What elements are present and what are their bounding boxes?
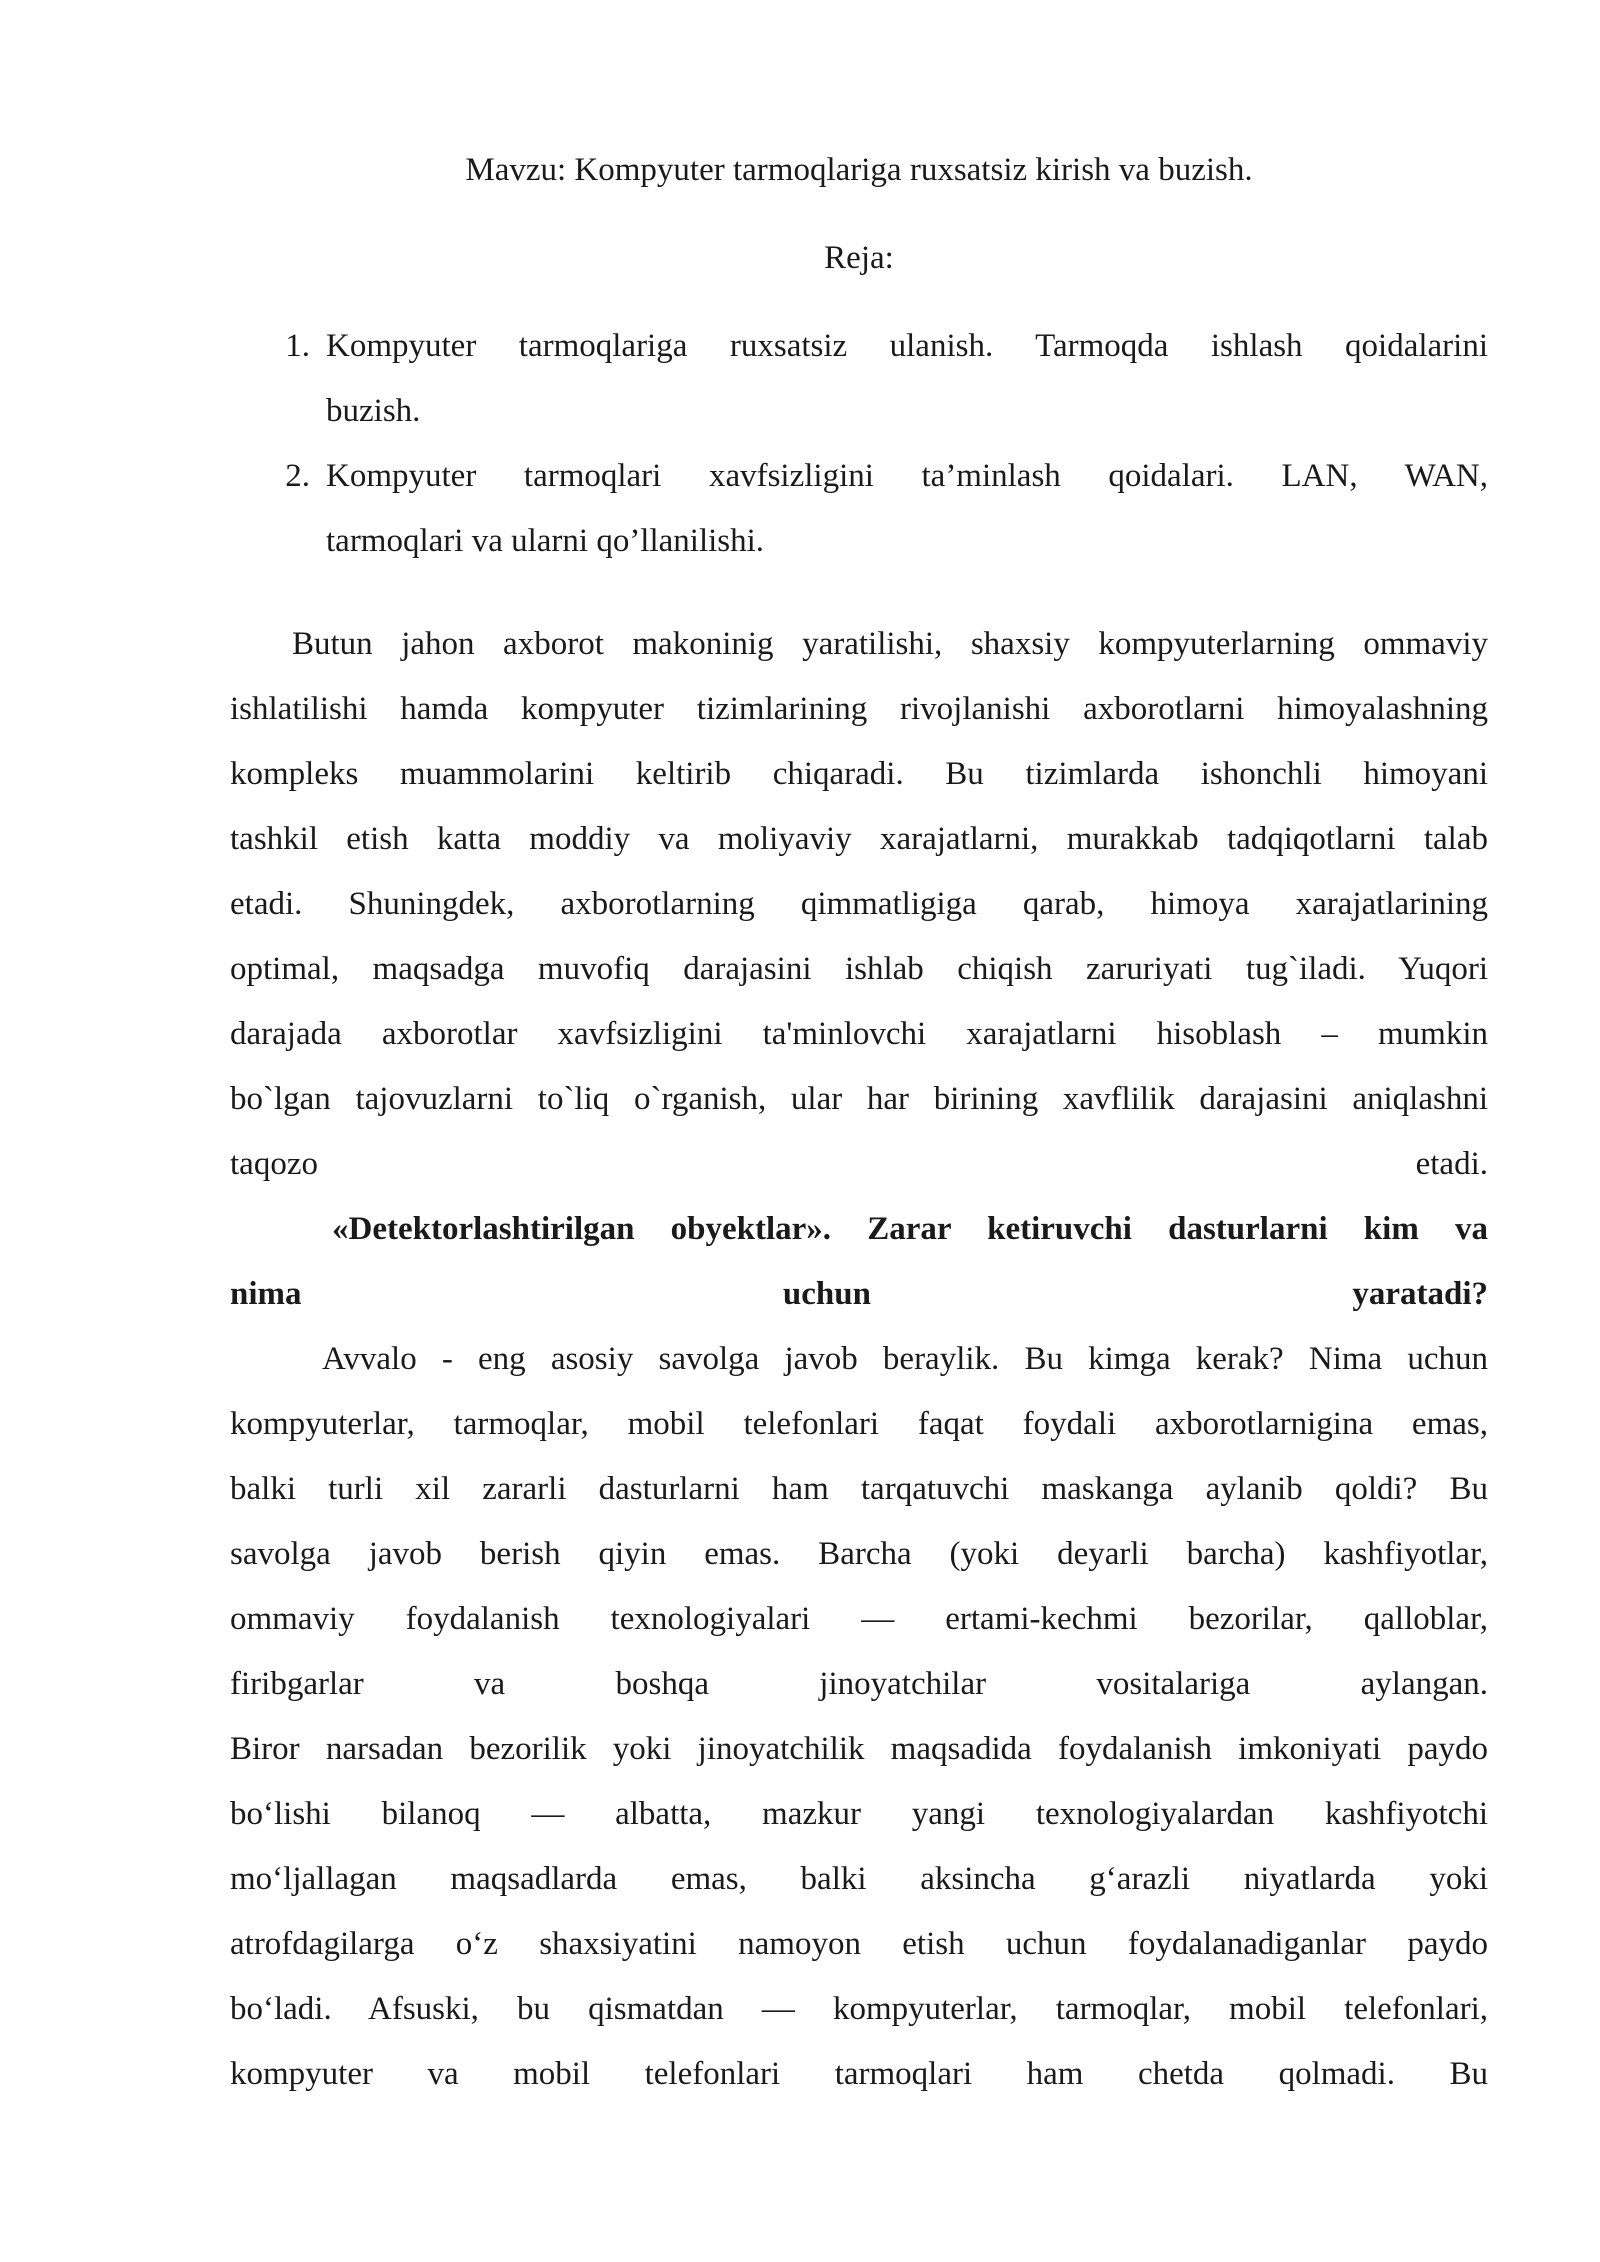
paragraph-line: bo`lgan tajovuzlarni to`liq o`rganish, ular har birining xavflilik darajasini aniqlashni [230, 1081, 1488, 1117]
paragraph-line: optimal, maqsadga muvofiq darajasini ishlab chiqish zaruriyati tug`iladi. Yuqori [230, 951, 1488, 987]
plan-item-number: 1. [285, 328, 310, 364]
paragraph-line: tashkil etish katta moddiy va moliyaviy xarajatlarni, murakkab tadqiqotlarni talab [230, 821, 1488, 857]
paragraph-line: kompyuter va mobil telefonlari tarmoqlari ham chetda qolmadi. Bu [230, 2056, 1488, 2092]
paragraph-line: balki turli xil zararli dasturlarni ham tarqatuvchi maskanga aylanib qoldi? Bu [230, 1471, 1488, 1507]
plan-item-line: Kompyuter tarmoqlariga ruxsatsiz ulanish. Tarmoqda ishlash qoidalarini [326, 328, 1488, 364]
paragraph-line: mo‘ljallagan maqsadlarda emas, balki aksincha g‘arazli niyatlarda yoki [230, 1861, 1488, 1897]
paragraph-line: Biror narsadan bezorilik yoki jinoyatchilik maqsadida foydalanish imkoniyati paydo [230, 1731, 1488, 1767]
paragraph-line: ishlatilishi hamda kompyuter tizimlarining rivojlanishi axborotlarni himoyalashning [230, 691, 1488, 727]
paragraph-line: firibgarlar va boshqa jinoyatchilar vositalariga aylangan. [230, 1666, 1488, 1702]
document-title: Mavzu: Kompyuter tarmoqlariga ruxsatsiz kirish va buzish. [465, 152, 1253, 188]
plan-item-line: Kompyuter tarmoqlari xavfsizligini ta’minlash qoidalari. LAN, WAN, [326, 458, 1488, 494]
paragraph-line: Butun jahon axborot makoninig yaratilishi, shaxsiy kompyuterlarning ommaviy [292, 626, 1488, 662]
section-heading-line: nima uchun yaratadi? [230, 1276, 1488, 1312]
paragraph-line: kompleks muammolarini keltirib chiqaradi. Bu tizimlarda ishonchli himoyani [230, 756, 1488, 792]
paragraph-line: savolga javob berish qiyin emas. Barcha (yoki deyarli barcha) kashfiyotlar, [230, 1536, 1488, 1572]
section-heading-line: «Detektorlashtirilgan obyektlar». Zarar ketiruvchi dasturlarni kim va [332, 1211, 1488, 1247]
paragraph-line: bo‘ladi. Afsuski, bu qismatdan — kompyuterlar, tarmoqlar, mobil telefonlari, [230, 1991, 1488, 2027]
paragraph-line: atrofdagilarga o‘z shaxsiyatini namoyon etish uchun foydalanadiganlar paydo [230, 1926, 1488, 1962]
paragraph-line: etadi. Shuningdek, axborotlarning qimmatligiga qarab, himoya xarajatlarining [230, 886, 1488, 922]
paragraph-line: bo‘lishi bilanoq — albatta, mazkur yangi texnologiyalardan kashfiyotchi [230, 1796, 1488, 1832]
paragraph-line: kompyuterlar, tarmoqlar, mobil telefonlari faqat foydali axborotlarnigina emas, [230, 1406, 1488, 1442]
paragraph-line: taqozo etadi. [230, 1146, 1488, 1182]
paragraph-line: ommaviy foydalanish texnologiyalari — ertami-kechmi bezorilar, qalloblar, [230, 1601, 1488, 1637]
plan-heading: Reja: [824, 240, 894, 276]
plan-item-line: tarmoqlari va ularni qo’llanilishi. [326, 523, 765, 559]
paragraph-line: darajada axborotlar xavfsizligini ta'minlovchi xarajatlarni hisoblash – mumkin [230, 1016, 1488, 1052]
plan-item-number: 2. [285, 458, 310, 494]
paragraph-line: Avvalo - eng asosiy savolga javob beraylik. Bu kimga kerak? Nima uchun [322, 1341, 1488, 1377]
plan-item-line: buzish. [326, 393, 421, 429]
